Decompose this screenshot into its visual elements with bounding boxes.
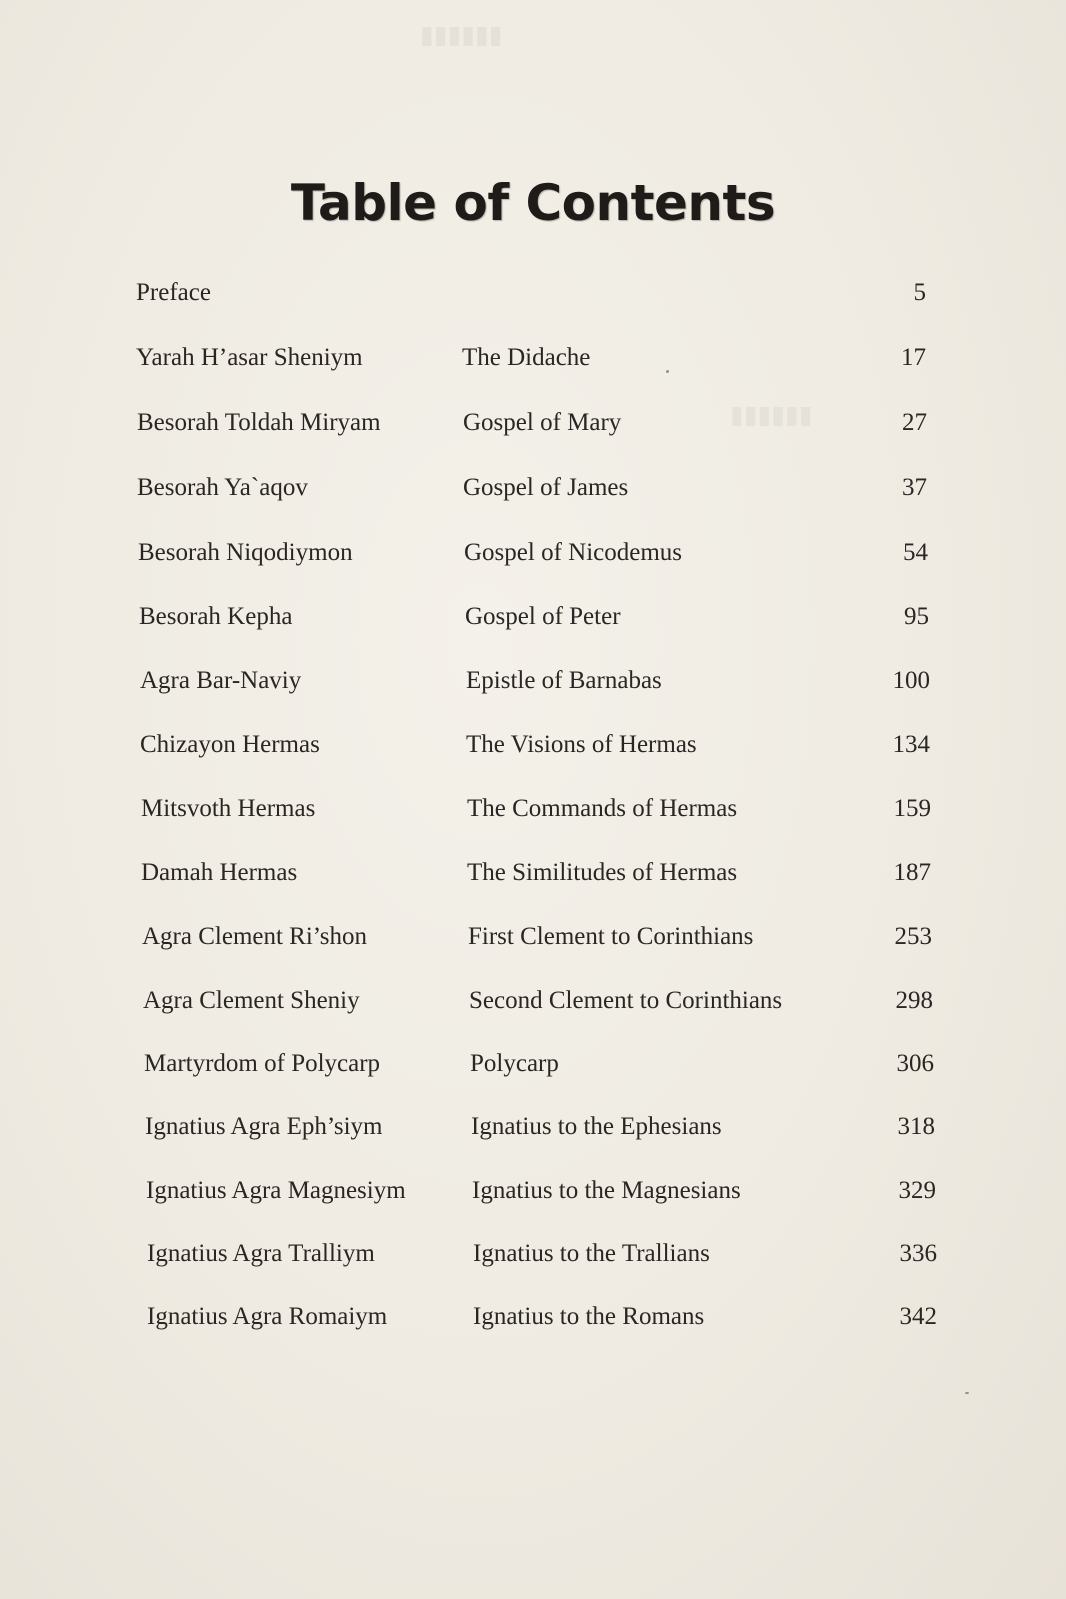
toc-english-title: First Clement to Corinthians bbox=[468, 923, 754, 950]
toc-hebrew-title: Mitsvoth Hermas bbox=[141, 795, 316, 822]
toc-page-number: 95 bbox=[904, 603, 929, 630]
toc-hebrew-title: Chizayon Hermas bbox=[140, 731, 320, 758]
toc-english-title: Gospel of Peter bbox=[465, 603, 621, 630]
toc-english-title: Second Clement to Corinthians bbox=[469, 987, 783, 1014]
toc-page-number: 318 bbox=[897, 1113, 935, 1140]
toc-page-number: 159 bbox=[893, 795, 931, 822]
toc-entry bbox=[141, 792, 931, 826]
toc-page-number: 17 bbox=[901, 344, 926, 371]
toc-english-title: The Similitudes of Hermas bbox=[467, 859, 738, 886]
toc-entry bbox=[138, 536, 928, 570]
toc-entry bbox=[141, 856, 931, 890]
ink-speck bbox=[666, 370, 669, 373]
toc-hebrew-title: Besorah Ya`aqov bbox=[137, 474, 308, 501]
toc-page-number: 5 bbox=[913, 279, 926, 306]
toc-entry bbox=[137, 471, 927, 505]
toc-hebrew-title: Agra Bar-Naviy bbox=[140, 667, 302, 694]
toc-page-number: 298 bbox=[895, 987, 933, 1014]
toc-english-title: Polycarp bbox=[470, 1050, 559, 1077]
toc-hebrew-title: Ignatius Agra Eph’siym bbox=[145, 1113, 383, 1140]
bleed-through-header: ▮▮▮▮▮▮ bbox=[420, 22, 503, 49]
toc-page-number: 37 bbox=[902, 474, 927, 501]
toc-hebrew-title: Yarah H’asar Sheniym bbox=[136, 344, 363, 371]
toc-entry bbox=[142, 920, 932, 954]
ink-speck bbox=[965, 1392, 969, 1394]
toc-english-title: Epistle of Barnabas bbox=[466, 667, 662, 694]
toc-entry bbox=[145, 1110, 935, 1144]
toc-entry bbox=[146, 1174, 936, 1208]
toc-hebrew-title: Agra Clement Sheniy bbox=[143, 987, 360, 1014]
toc-english-title: Gospel of James bbox=[463, 474, 629, 501]
toc-entry bbox=[144, 1047, 934, 1081]
toc-page-number: 187 bbox=[893, 859, 931, 886]
toc-english-title: Gospel of Mary bbox=[463, 409, 622, 436]
toc-entry bbox=[147, 1237, 937, 1271]
toc-english-title: Ignatius to the Romans bbox=[473, 1303, 705, 1330]
toc-page-number: 54 bbox=[903, 539, 928, 566]
toc-english-title: Gospel of Nicodemus bbox=[464, 539, 683, 566]
toc-hebrew-title: Agra Clement Ri’shon bbox=[142, 923, 367, 950]
toc-entry bbox=[136, 341, 926, 375]
toc-page-number: 100 bbox=[892, 667, 930, 694]
toc-hebrew-title: Ignatius Agra Romaiym bbox=[147, 1303, 388, 1330]
toc-page-number: 306 bbox=[896, 1050, 934, 1077]
toc-hebrew-title: Besorah Niqodiymon bbox=[138, 539, 353, 566]
toc-english-title: Ignatius to the Trallians bbox=[473, 1240, 710, 1267]
toc-entry bbox=[137, 406, 927, 440]
toc-hebrew-title: Ignatius Agra Magnesiym bbox=[146, 1177, 406, 1204]
toc-entry bbox=[147, 1300, 937, 1334]
bleed-through-block: ▮▮▮▮▮▮ bbox=[730, 402, 813, 429]
toc-english-title: The Commands of Hermas bbox=[467, 795, 738, 822]
toc-page-number: 134 bbox=[892, 731, 930, 758]
toc-hebrew-title: Martyrdom of Polycarp bbox=[144, 1050, 381, 1077]
toc-page-number: 336 bbox=[899, 1240, 937, 1267]
toc-english-title: The Visions of Hermas bbox=[466, 731, 697, 758]
toc-page-number: 253 bbox=[894, 923, 932, 950]
toc-entry bbox=[140, 664, 930, 698]
toc-entry bbox=[140, 728, 930, 762]
toc-english-title: Ignatius to the Ephesians bbox=[471, 1113, 722, 1140]
page-title: Table of Contents bbox=[290, 173, 776, 232]
toc-hebrew-title: Preface bbox=[136, 279, 211, 306]
toc-page-number: 27 bbox=[902, 409, 927, 436]
toc-hebrew-title: Besorah Toldah Miryam bbox=[137, 409, 381, 436]
toc-page-number: 329 bbox=[898, 1177, 936, 1204]
toc-entry bbox=[136, 276, 926, 310]
toc-english-title: The Didache bbox=[462, 344, 591, 371]
toc-page-number: 342 bbox=[899, 1303, 937, 1330]
toc-hebrew-title: Besorah Kepha bbox=[139, 603, 293, 630]
toc-hebrew-title: Ignatius Agra Tralliym bbox=[147, 1240, 375, 1267]
toc-entry bbox=[139, 600, 929, 634]
toc-entry bbox=[143, 984, 933, 1018]
toc-hebrew-title: Damah Hermas bbox=[141, 859, 298, 886]
toc-english-title: Ignatius to the Magnesians bbox=[472, 1177, 741, 1204]
